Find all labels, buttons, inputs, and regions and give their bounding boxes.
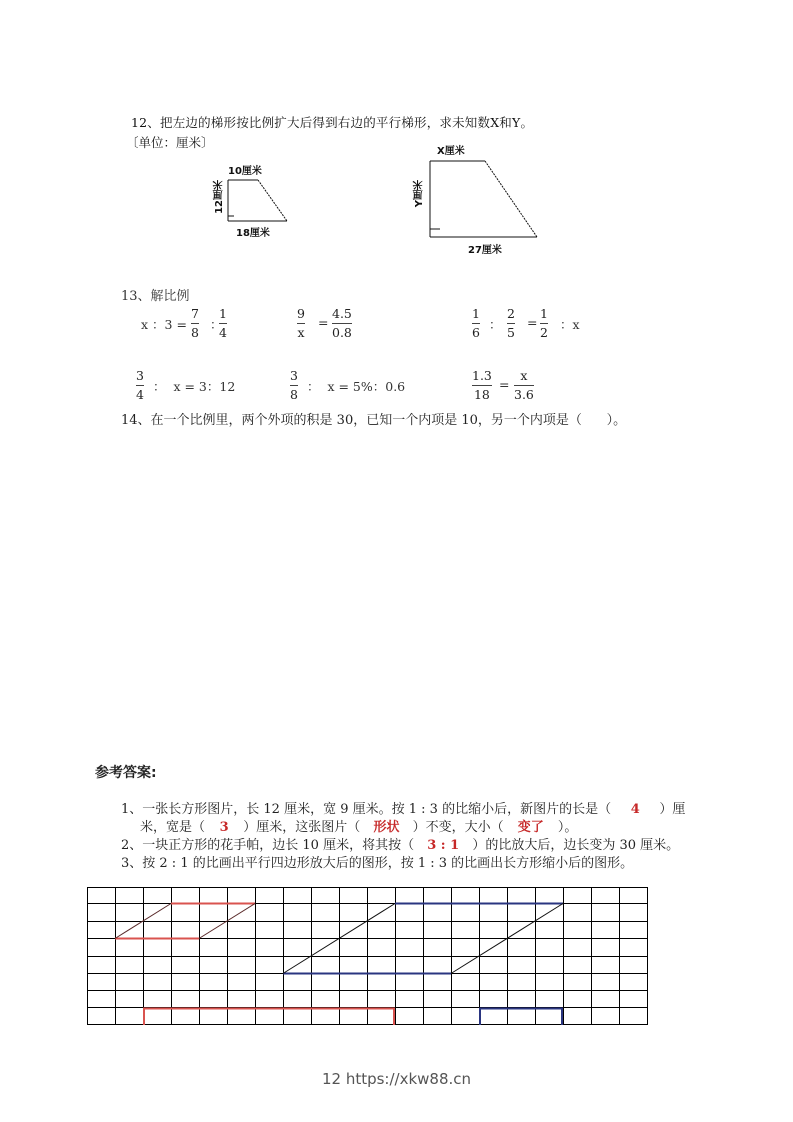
answer-2-ratio: 3 : 1 xyxy=(427,838,460,853)
answer-1-line2: 米，宽是（ 3 ）厘米，这张图片（ 形状 ）不变，大小（ 变了 ）。 xyxy=(140,816,577,835)
eq3-colon: ： xyxy=(489,317,502,332)
small-trapezoid xyxy=(228,180,287,221)
eq1-frac2: 1 4 xyxy=(219,306,227,340)
eq5-frac: 3 8 xyxy=(290,368,298,402)
eq4-frac: 3 4 xyxy=(136,368,144,402)
answer-2: 2、一块正方形的花手帕，边长 10 厘米，将其按（ 3 : 1 ）的比放大后，边长变为 30 厘米。 xyxy=(121,838,680,853)
eq2-frac2: 4.5 0.8 xyxy=(332,306,352,340)
question-14-text: 14、在一个比例里，两个外项的积是 30，已知一个内项是 10，另一个内项是（ ）。 xyxy=(121,413,627,428)
small-bottom-label: 18厘米 xyxy=(236,228,270,239)
large-height-label: Y厘米 xyxy=(414,180,425,208)
red-rectangle xyxy=(144,1009,394,1026)
eq4-rest: ： x = 3：12 xyxy=(153,379,236,394)
eq1-left: x ：3 = xyxy=(141,317,187,332)
large-trapezoid xyxy=(430,161,537,237)
eq6-equals: = xyxy=(499,377,510,392)
answer-1-line1: 1、一张长方形图片，长 12 厘米，宽 9 厘米。按 1 : 3 的比缩小后，新图片的长是（ 4 ）厘 xyxy=(121,802,686,817)
blue-rectangle xyxy=(480,1009,562,1026)
eq6-frac2: x 3.6 xyxy=(514,368,534,402)
answer-3: 3、按 2 : 1 的比画出平行四边形放大后的图形，按 1 : 3 的比画出长方形缩小后的图形。 xyxy=(121,856,634,871)
small-top-label: 10厘米 xyxy=(228,166,262,177)
eq1-colon: ： xyxy=(210,317,223,332)
answer-1-size: 变了 xyxy=(517,820,544,835)
eq3-frac3: 1 2 xyxy=(540,306,548,340)
eq1-frac1: 7 8 xyxy=(191,306,199,340)
question-13-title: 13、解比例 xyxy=(121,289,190,304)
eq2-frac1: 9 x xyxy=(297,306,305,340)
large-top-label: X厘米 xyxy=(437,146,465,157)
eq3-tail: ：x xyxy=(560,317,580,332)
question-12-text: 12、把左边的梯形按比例扩大后得到右边的平行梯形，求未知数X和Y。 xyxy=(131,115,534,130)
small-height-label: 12厘米 xyxy=(214,180,225,214)
eq2-equals: = xyxy=(318,315,329,330)
eq5-rest: ： x = 5%：0.6 xyxy=(307,379,406,394)
answer-1-width: 3 xyxy=(219,820,229,835)
answers-title: 参考答案: xyxy=(95,765,157,781)
answer-1-shape: 形状 xyxy=(373,820,400,835)
eq3-equals: = xyxy=(527,315,538,330)
eq3-frac1: 1 6 xyxy=(472,306,480,340)
answer-1-length: 4 xyxy=(630,802,640,817)
large-bottom-label: 27厘米 xyxy=(468,245,502,256)
answer-grid xyxy=(87,887,648,1025)
eq3-frac2: 2 5 xyxy=(507,306,515,340)
page-footer: 12 https://xkw88.cn xyxy=(321,1070,472,1088)
eq6-frac1: 1.3 18 xyxy=(472,368,492,402)
question-12-unit: 〔单位：厘米〕 xyxy=(126,135,214,150)
